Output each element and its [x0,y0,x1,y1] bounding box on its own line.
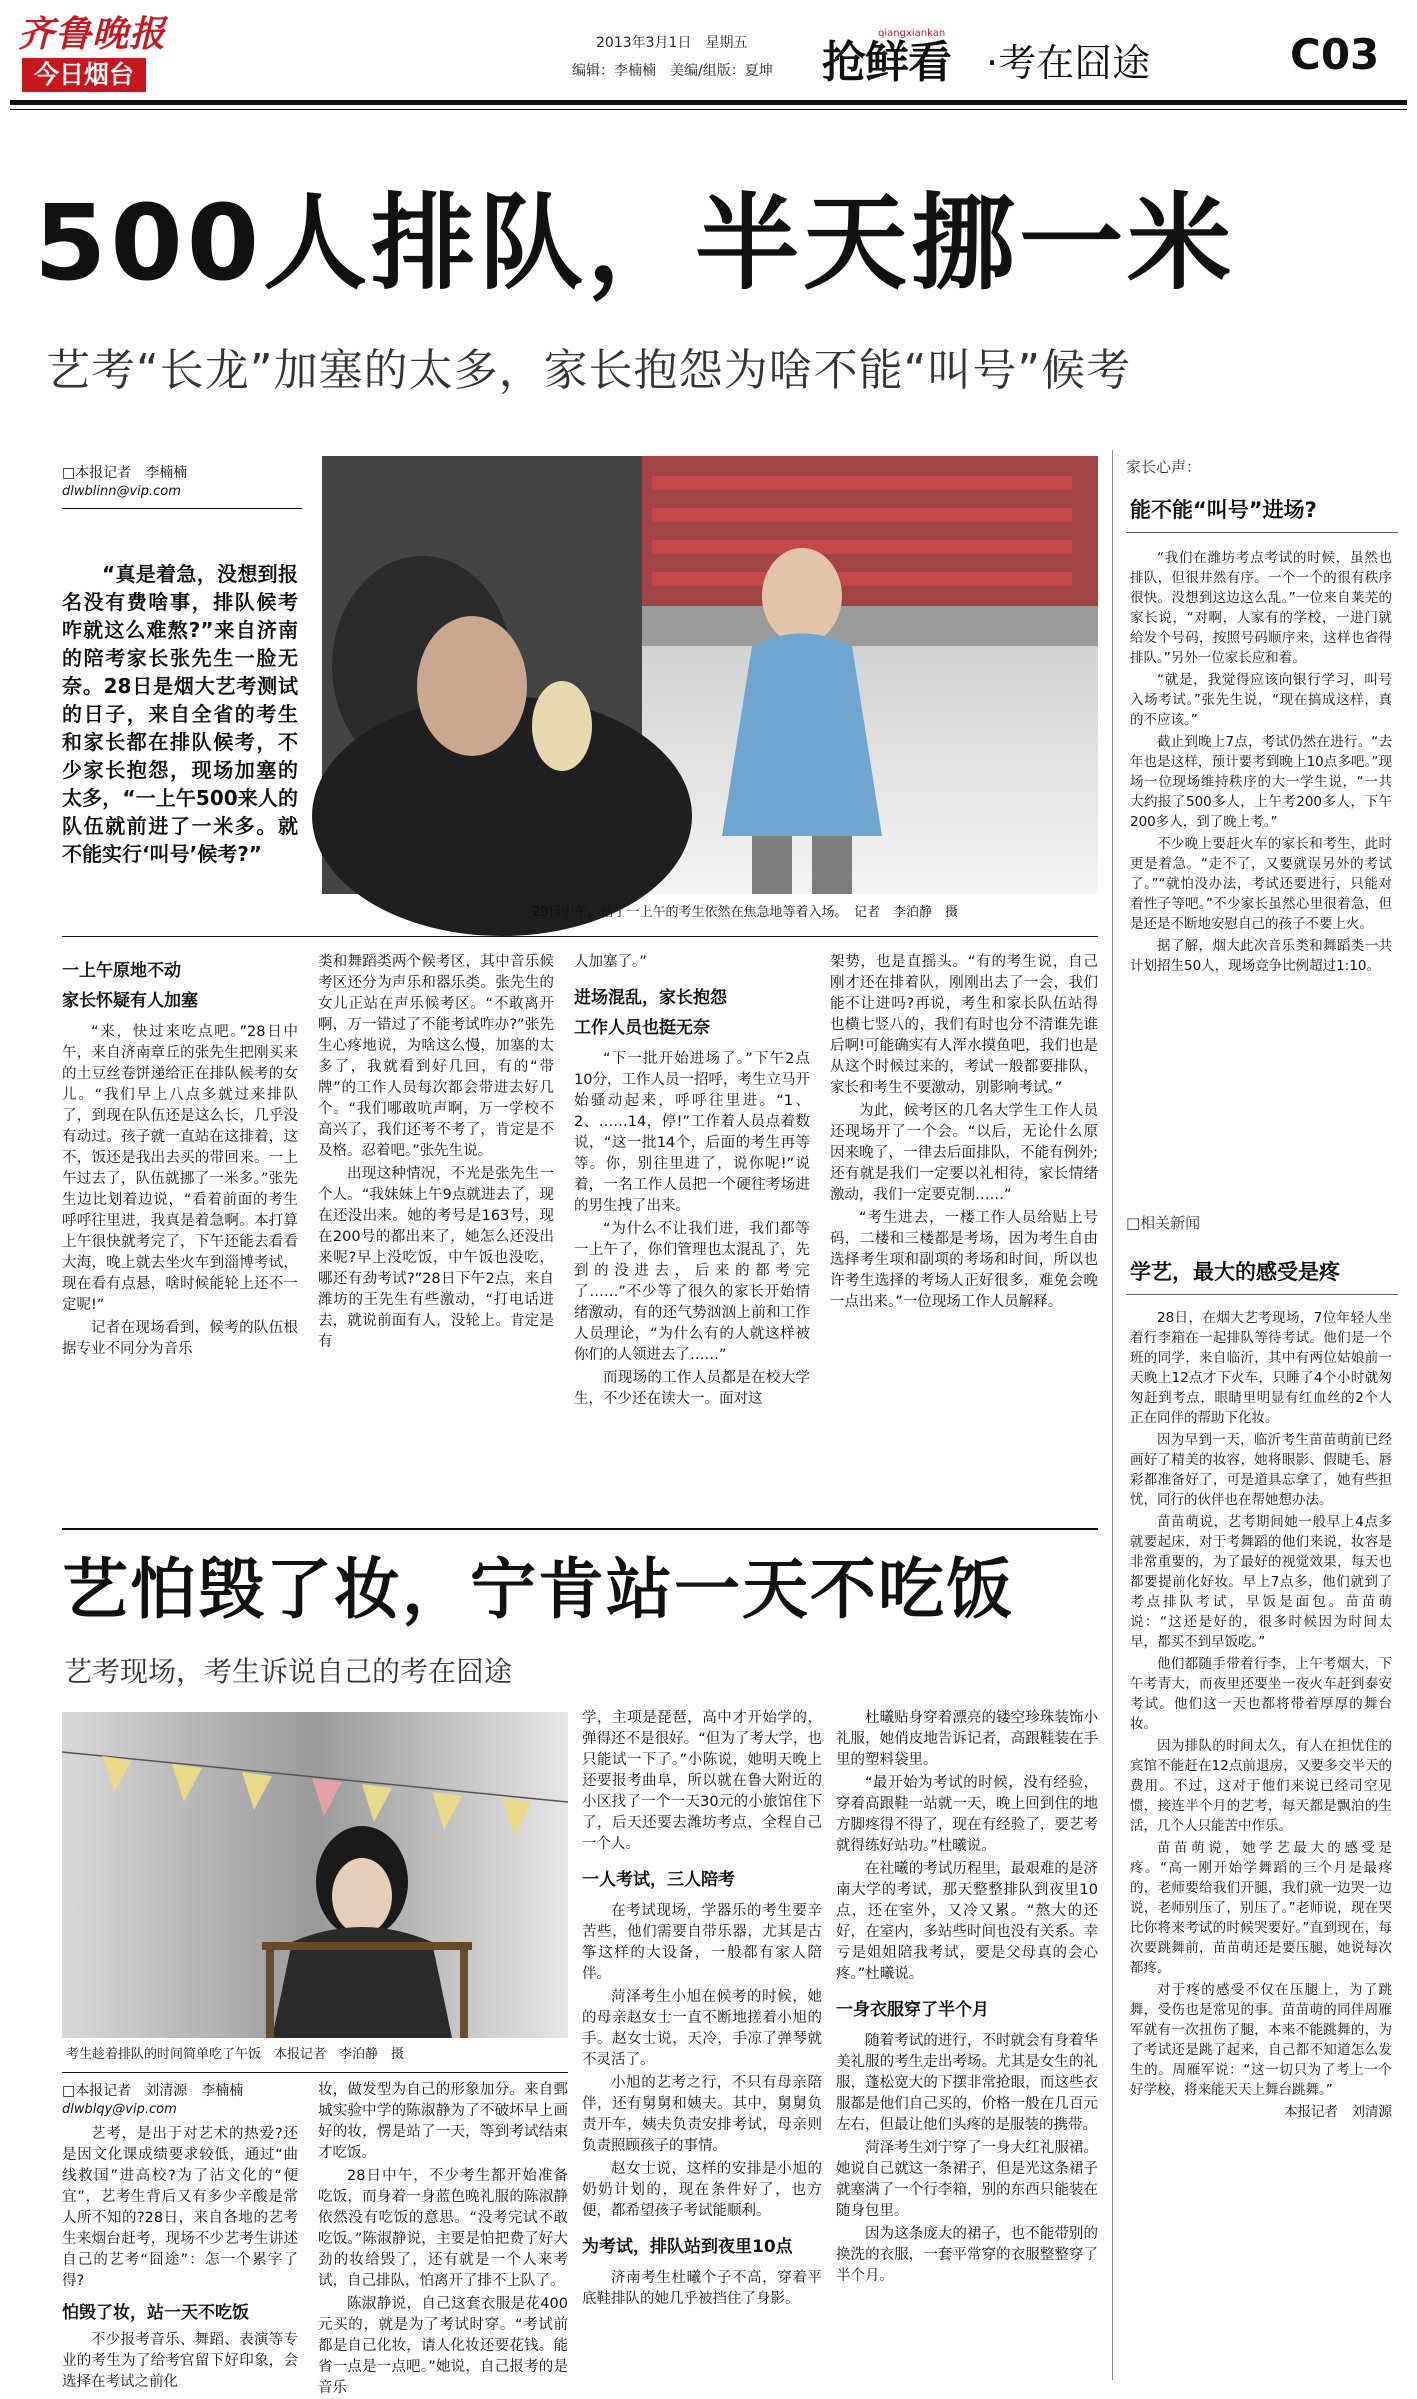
story1-subheading-2b: 工作人员也挺无奈 [574,1018,710,1038]
photo-candidate-lunch [62,1712,568,2038]
story1-paragraph: 出现这种情况，不光是张先生一个人。“我妹妹上午9点就进去了，现在还没出来。她的考号是163号，现在200号的都出来了，她怎么还没出来呢?早上没吃饭，中午饭也没吃，哪还有劲考试?”28日下午2点，来自潍坊的王先生有些激动，“打电话进去，就说前面有人，没轮上。肯定是有 [318,1166,554,1350]
story1-paragraph: 而现场的工作人员都是在校大学生，不少还在读大一。面对这 [574,1370,810,1407]
byline-rule [62,508,302,509]
story1-photo-rule [62,936,1098,937]
story1-column-1 [62,952,298,1514]
story2-column-2 [318,2080,568,2396]
sidebar1-paragraph: 截止到晚上7点，考试仍然在进行。“去年也是这样，预计要考到晚上10点多吧。”现场一位现场维持秩序的大一学生说，“一共大约报了500多人，上午考200多人，下午200多人，到了晚上考。” [1130,734,1392,830]
story2-column-3 [582,1708,822,2378]
sidebar2-paragraph: 28日，在烟大艺考现场，7位年轻人坐着行李箱在一起排队等待考试。他们是一个班的同学，来自临沂，其中有两位姑娘前一天晚上12点才下火车，只睡了4个小时就匆匆赶到考点，眼睛里明显有红血丝的2个人正在同伴的帮助下化妆。 [1130,1310,1392,1426]
story2-paragraph: 菏泽考生小旭在候考的时候，她的母亲赵女士一直不断地搓着小旭的手。赵女士说，天冷，手凉了弹琴就不灵活了。 [582,1989,822,2068]
sidebar2-kicker: □相关新闻 [1126,1214,1201,1232]
story1-subheading-2a: 进场混乱，家长抱怨 [574,988,727,1008]
sidebar1-paragraph: 不少晚上要赶火车的家长和考生，此时更是着急。“走不了，又要就误另外的考试了。”“就怕没办法，考试还要进行，只能对着性子等吧。”不少家长虽然心里很着急，但是还是不断地安慰自己的孩子不要上火。 [1130,836,1392,932]
section-tag: 今日烟台 [22,58,146,92]
story1-subheading-1a: 一上午原地不动 [62,961,181,981]
story2-paragraph: 不少报考音乐、舞蹈、表演等专业的考生为了给考官留下好印象，会选择在考试之前化 [62,2332,298,2390]
story1-photo-caption: 28日中午，站了一上午的考生依然在焦急地等着入场。 记者 李泊静 摄 [532,905,959,920]
story2-lede: 艺考，是出于对艺术的热爱?还是因文化课成绩要求较低，通过“曲线救国”进高校?为了沾文化的“便宜”，艺考生背后又有多少辛酸是常人所不知的?28日，来自各地的艺考生来烟台赶考，现场不少艺考生讲述自己的艺考“囧途”：怎一个累字了得? [62,2126,298,2289]
sidebar1-paragraph: “我们在潍坊考点考试的时候，虽然也排队，但很井然有序。一个一个的很有秩序很快。没想到这边这么乱。”一位来自莱芜的家长说，“对啊，人家有的学校，一进门就给发个号码，按照号码顺序来，这样也省得排队。”另外一位家长应和着。 [1130,550,1392,666]
sidebar1-body [1130,548,1392,1108]
paper-name: 齐鲁晚报 [18,13,167,55]
story1-lede: “真是着急，没想到报名没有费啥事，排队候考咋就这么难熬?”来自济南的陪考家长张先生一脸无奈。28日是烟大艺考测试的日子，来自全省的考生和家长都在排队候考，不少家长抱怨，现场加塞的太多，“一上午500来人的队伍就前进了一米多。就不能实行‘叫号’候考?” [62,562,298,866]
story2-paragraph: 杜曦贴身穿着漂亮的镂空珍珠装饰小礼服，她俏皮地告诉记者，高跟鞋装在手里的塑料袋里。 [836,1710,1098,1768]
sidebar2-title-rule [1126,1294,1398,1295]
story2-paragraph: 在社曦的考试历程里，最艰难的是济南大学的考试，那天整整排队到夜里10点，还在室外，又冷又累。“熬大的还好，在室内，多站些时间也没有关系。幸亏是姐姐陪我考试，要是父母真的会心疼。”杜曦说。 [836,1861,1098,1982]
column-pinyin: qiangxiankan [878,28,946,39]
story2-subheading-3: 为考试，排队站到夜里10点 [582,2237,793,2257]
sidebar2-paragraph: 苗苗萌说，她学艺最大的感受是疼。“高一刚开始学舞蹈的三个月是最疼的，老师要给我们开腿，我们就一边哭一边说，老师别压了，别压了。”老师说，现在哭比你将来考试的时候哭要好。”直到现在，每次要跳舞前，苗苗萌还是要压腿，她说每次都疼。 [1130,1840,1392,1976]
story1-paragraph: “下一批开始进场了。”下午2点10分，工作人员一招呼，考生立马开始骚动起来，呼呼往里进。“1、2、……14，停!”工作着人员点着数说，“这一批14个，后面的考生再等等。你，别往里进了，说你呢!”说着，一名工作人员把一个硬往考场进的男生拽了出来。 [574,1051,810,1214]
sidebar2-paragraph: 因为早到一天，临沂考生苗苗萌前已经画好了精美的妆容，她将眼影、假睫毛、唇彩都准备好了，可是道具忘拿了，她有些担忧，同行的伙伴也在帮她想办法。 [1130,1432,1392,1508]
story1-paragraph: 架势，也是直摇头。“有的考生说，自己刚才还在排着队，刚刚出去了一会，我们能不让进吗?再说，考生和家长队伍站得也横七竖八的，我们有时也分不清谁先谁后啊!可能确实有人浑水摸鱼吧，我们也是从这个时候过来的，考试一般都要排队，家长和考生不要激动，别影响考试。” [830,954,1098,1096]
story1-paragraph: 人加塞了。” [574,954,647,970]
sidebar2-paragraph: 因为排队的时间太久，有人在担忧住的宾馆不能赶在12点前退房，又要多交半天的费用。不过，这对于他们来说已经司空见惯，接连半个月的艺考，每天都是飘泊的生活，几个人只能苦中作乐。 [1130,1738,1392,1834]
story2-photo-rule [62,2072,568,2073]
story2-paragraph: 菏泽考生刘宁穿了一身大红礼服裙。她说自己就这一条裙子，但是光这条裙子就塞满了一个行李箱，别的东西只能装在随身包里。 [836,2140,1098,2219]
story1-paragraph: 类和舞蹈类两个候考区，其中音乐候考区还分为声乐和器乐类。张先生的女儿正站在声乐候考区。“不敢离开啊，万一错过了不能考试咋办?”张先生心疼地说，为啥这么慢，加塞的太多了，我就看到好几回，有的“带牌”的工作人员每次都会带进去好几个。“我们哪敢吭声啊，万一学校不高兴了，我们还考不考了，肯定是不及格。忍着吧。”张先生说。 [318,954,554,1159]
story1-email: dlwblinn@vip.com [62,484,181,499]
sidebar1-title-rule [1126,532,1398,533]
story1-byline: □本报记者 李楠楠 [62,465,188,481]
story2-email: dlwblqy@vip.com [62,2102,177,2117]
story1-column-3 [574,952,810,1514]
editors-line: 编辑：李楠楠 美编/组版：夏坤 [572,63,773,79]
story1-paragraph: 记者在现场看到，候考的队伍根据专业不同分为音乐 [62,1320,298,1357]
sidebar2-reporter: 本报记者 刘清源 [1284,2104,1392,2120]
story2-subheading-4: 一身衣服穿了半个月 [836,2000,989,2020]
column-title: ·考在囧途 [986,41,1151,85]
story1-paragraph: “为什么不让我们进，我们都等一上午了，你们管理也太混乱了，先到的没进去，后来的都考完了……”不少等了很久的家长开始情绪激动，有的还气势汹汹上前和工作人员理论，“为什么有的人就这样被你们的人领进去了……” [574,1221,810,1363]
story1-subheading-1b: 家长怀疑有人加塞 [62,991,198,1011]
column-brand: 抢鲜看 [822,37,951,88]
story1-paragraph: 为此，候考区的几名大学生工作人员还现场开了一个会。“以后，无论什么原因来晚了，一律去后面排队，不能有例外;还有就是我们一定要以礼相待，家长情绪激动，我们一定要克制……” [830,1103,1098,1203]
story2-paragraph: 学，主项是琵琶，高中才开始学的，弹得还不是很好。“但为了考大学，也只能试一下了。”小陈说，她明天晚上还要报考曲阜，所以就在鲁大附近的小区找了一个一天30元的小旅馆住下了，后天还要去潍坊考点，全程自己一个人。 [582,1710,822,1852]
story2-top-rule [62,1528,1098,1530]
story2-headline: 艺怕毁了妆，宁肯站一天不吃饭 [62,1551,1014,1628]
story2-paragraph: 妆，做发型为自己的形象加分。来自鄄城实验中学的陈淑静为了不破坏早上画好的妆，愣是站了一天，等到考试结束才吃饭。 [318,2082,568,2161]
story1-paragraph: “考生进去，一楼工作人员给贴上号码，二楼和三楼都是考场，因为考生自由选择考生项和副项的考场和时间，所以也许考生选择的考场人正好很多，难免会晚一点出来。”一位现场工作人员解释。 [830,1210,1098,1310]
sidebar2-paragraph: 苗苗萌说，艺考期间她一般早上4点多就要起床，对于考舞蹈的他们来说，妆容是非常重要的，为了最好的视觉效果，每天也都要提前化好妆。早上7点多，他们就到了考点排队考试，早饭是面包。苗苗萌说：“这还是好的，很多时候因为时间太早，都买不到早饭吃。” [1130,1514,1392,1650]
page-number: C03 [1290,30,1380,79]
header-rule-thick [10,100,1407,105]
story2-subheading-1: 怕毁了妆，站一天不吃饭 [62,2303,249,2323]
sidebar1-title: 能不能“叫号”进场? [1130,498,1317,522]
story2-paragraph: 济南考生杜曦个子不高，穿着平底鞋排队的她几乎被挡住了身影。 [582,2270,822,2307]
story1-column-4 [830,952,1098,1514]
photo-exam-candidates [322,456,1098,894]
story1-column-2 [318,952,554,1514]
story2-paragraph: 随着考试的进行，不时就会有身着华美礼服的考生走出考场。尤其是女生的礼服，蓬松宽大的下摆非常抢眼，而这些衣服都是他们自己买的，价格一般在几百元左右，但最让他们头疼的是服装的携带。 [836,2033,1098,2133]
sidebar-divider [1112,450,1113,2380]
sidebar1-paragraph: 据了解，烟大此次音乐类和舞蹈类一共计划招生50人，现场竞争比例超过1:10。 [1130,938,1392,974]
story2-paragraph: 在考试现场，学器乐的考生要辛苦些，他们需要自带乐器，尤其是古筝这样的大设备，一般都有家人陪伴。 [582,1903,822,1982]
story2-paragraph: 陈淑静说，自己这套衣服是花400元买的，就是为了考试时穿。“考试前都是自己化妆，请人化妆还要花钱。能省一点是一点吧。”她说，自己报考的是音乐 [318,2296,568,2396]
sidebar2-title: 学艺，最大的感受是疼 [1130,1260,1340,1284]
story2-subhead: 艺考现场，考生诉说自己的考在囧途 [64,1655,513,1688]
story2-paragraph: 赵女士说，这样的安排是小旭的奶奶计划的，现在条件好了，也方便，都希望孩子考试能顺利。 [582,2161,822,2219]
story2-paragraph: 28日中午，不少考生都开始准备吃饭，而身着一身蓝色晚礼服的陈淑静依然没有吃饭的意思。“没考完试不敢吃饭。”陈淑静说，主要是怕把费了好大劲的妆给毁了，还有就是一个人来考试，自己排队，怕离开了排不上队了。 [318,2168,568,2289]
story2-subheading-2: 一人考试，三人陪考 [582,1870,735,1890]
story1-paragraph: “来，快过来吃点吧。”28日中午，来自济南章丘的张先生把刚买来的土豆丝卷饼递给正在排队候考的女儿。“我们早上八点多就过来排队了，到现在队伍还是这么长，几乎没有动过。孩子就一直站在这排着，这不，饭还是我出去买的带回来。一上午过去了，队伍就挪了一米多。”张先生边比划着边说，“看着前面的考生呼呼往里进，我真是着急啊。本打算上午很快就考完了，下午还能去看看大海，晚上就去坐火车到淄博考试，现在看有点悬，啥时候能轮上还不一定呢!” [62,1024,298,1313]
header-rule-thin [10,109,1407,110]
sidebar2-body [1130,1308,1392,2372]
story2-column-1 [62,2124,298,2390]
story2-byline: □本报记者 刘清源 李楠楠 [62,2083,244,2099]
sidebar1-paragraph: “就是，我觉得应该向银行学习，叫号入场考试。”张先生说，“现在搞成这样，真的不应该。” [1130,672,1392,728]
story1-headline: 500人排队，半天挪一米 [34,182,1236,304]
issue-date: 2013年3月1日 星期五 [596,35,748,51]
sidebar2-paragraph: 对于疼的感受不仅在压腿上，为了跳舞，受伤也是常见的事。苗苗萌的同伴周雁军就有一次扭伤了腿，本来不能跳舞的，为了考试还是跳了起来，自己都不知道怎么发生的。周雁军说：“这一切只为了考上一个好学校，将来能天天上舞台跳舞。” [1130,1982,1392,2098]
sidebar2-paragraph: 他们都随手带着行李，上午考烟大，下午考青大，而夜里还要坐一夜火车赶到泰安考试。他们这一天也都将带着厚厚的舞台妆。 [1130,1656,1392,1732]
story2-paragraph: “最开始为考试的时候，没有经验，穿着高跟鞋一站就一天，晚上回到住的地方脚疼得不得了，现在有经验了，要艺考就得练好站功。”杜曦说。 [836,1775,1098,1854]
story2-paragraph: 小旭的艺考之行，不只有母亲陪伴，还有舅舅和姨夫。其中，舅舅负责开车，姨夫负责安排考试，母亲则负责照顾孩子的事情。 [582,2075,822,2154]
story2-column-4 [836,1708,1098,2378]
story2-photo-caption: 考生趁着排队的时间简单吃了午饭 本报记者 李泊静 摄 [66,2047,405,2062]
story1-subhead: 艺考“长龙”加塞的太多，家长抱怨为啥不能“叫号”候考 [46,345,1132,396]
sidebar1-kicker: 家长心声： [1126,458,1202,476]
story2-paragraph: 因为这条庞大的裙子，也不能带别的换洗的衣服，一套平常穿的衣服整整穿了半个月。 [836,2226,1098,2284]
